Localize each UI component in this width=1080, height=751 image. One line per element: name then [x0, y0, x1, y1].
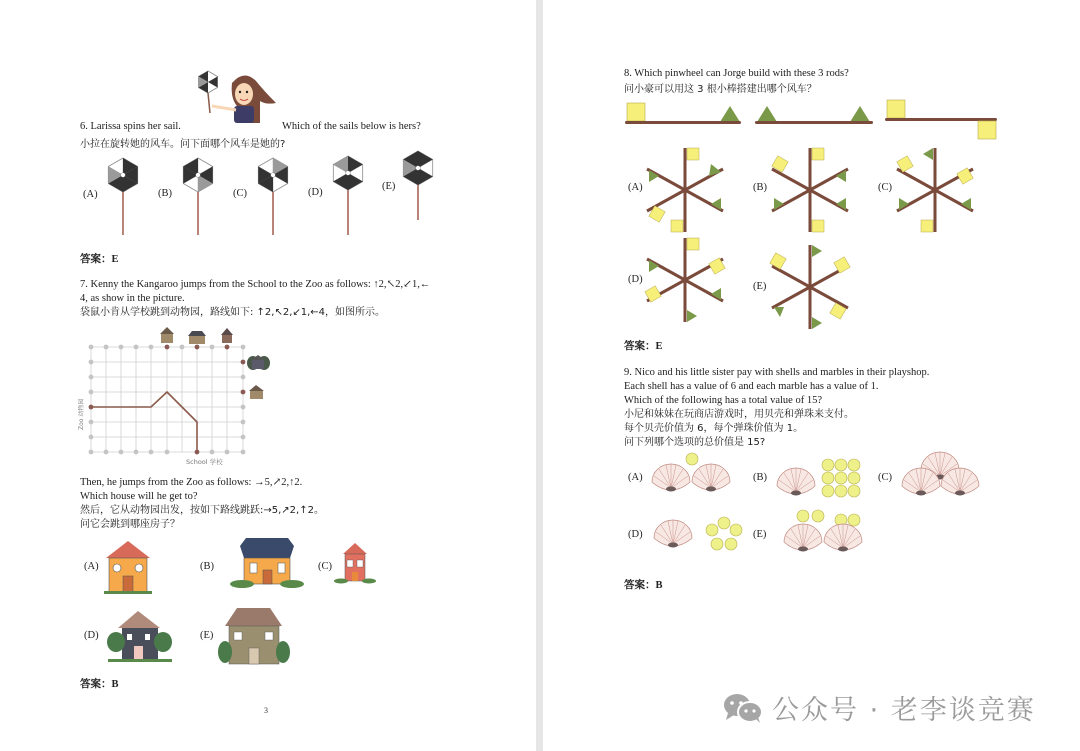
q9-text-cn-line1: 小尼和妹妹在玩商店游戏时，用贝壳和弹珠来支付。: [624, 409, 854, 420]
q8-option-b-label: (B): [753, 182, 767, 193]
rod-3: [885, 100, 997, 139]
q7-text-cn-line1: 袋鼠小肯从学校跳到动物园，路线如下: ↑2,↖2,↙1,←4，如图所示。: [80, 307, 386, 318]
pinwheel-d: [645, 238, 725, 322]
rod-2: [755, 106, 873, 124]
grid-house-icons: [160, 327, 270, 399]
q8-rods-figure: [623, 98, 1003, 140]
q8-option-a-label: (A): [628, 182, 643, 193]
pinwheel-b: [772, 148, 848, 232]
q9-text-en-line1: 9. Nico and his little sister pay with shells and marbles in their playshop.: [624, 367, 930, 378]
watermark-text: 公众号 · 老李谈竞赛: [772, 695, 1036, 726]
q7-option-c-label: (C): [318, 561, 332, 572]
q6-answer: 答案：E: [80, 253, 119, 265]
q6-option-e-label: (E): [382, 181, 396, 192]
option-d-items: [654, 517, 742, 550]
q7-option-a-label: (A): [84, 561, 99, 572]
q8-option-c-label: (C): [878, 182, 892, 193]
q7-text-en-line3: Then, he jumps from the Zoo as follows: →5,↗2,↑2.: [80, 477, 303, 488]
q8-text-cn: 问小豪可以用这 3 根小棒搭建出哪个风车？: [624, 84, 817, 95]
house-a: [104, 541, 152, 594]
q8-text-en: 8. Which pinwheel can Jorge build with these 3 rods?: [624, 68, 849, 79]
q6-text-cn: 小拉在旋转她的风车。问下面哪个风车是她的?: [80, 139, 286, 150]
q7-option-b-label: (B): [200, 561, 214, 572]
q7-text-en-line4: Which house will he get to?: [80, 491, 198, 502]
option-c-items: [902, 452, 979, 496]
document-page-right: [543, 0, 1080, 751]
wechat-icon: [722, 692, 764, 724]
q7-text-en-line2: 4, as show in the picture.: [80, 293, 185, 304]
q7-text-cn-line2: 然后，它从动物园出发，按如下路线跳跃:→5,↗2,↑2。: [80, 505, 324, 516]
q6-text-en-part1: 6. Larissa spins her sail.: [80, 121, 181, 132]
pinwheel-e: [770, 245, 850, 329]
q6-option-a-label: (A): [83, 189, 98, 200]
house-d: [107, 611, 172, 662]
house-e: [218, 608, 290, 664]
q8-option-e-label: (E): [753, 281, 767, 292]
pinwheel-c: [897, 148, 973, 232]
pinwheel-a: [647, 148, 723, 232]
page-number-left: 3: [264, 706, 268, 715]
q6-option-d-label: (D): [308, 187, 323, 198]
zoo-label: Zoo 动物园: [78, 398, 85, 430]
q9-option-b-label: (B): [753, 472, 767, 483]
q7-answer: 答案：B: [80, 678, 119, 690]
girl-with-pinwheel-illustration: [192, 68, 282, 123]
q9-answer: 答案：B: [624, 579, 663, 591]
option-a-items: [652, 453, 730, 492]
q9-option-a-label: (A): [628, 472, 643, 483]
q9-shells-marbles-figure: [643, 450, 983, 560]
q9-option-d-label: (D): [628, 529, 643, 540]
q9-option-e-label: (E): [753, 529, 767, 540]
q7-text-cn-line3: 问它会跳到哪座房子？: [80, 519, 180, 530]
q6-pinwheel-options-figure: [100, 150, 440, 235]
q8-option-d-label: (D): [628, 274, 643, 285]
house-b: [230, 538, 304, 588]
q9-text-cn-line2: 每个贝壳价值为 6，每个弹珠价值为 1。: [624, 423, 804, 434]
q7-option-e-label: (E): [200, 630, 214, 641]
q9-text-en-line3: Which of the following has a total value of 15?: [624, 395, 822, 406]
option-b-items: [777, 459, 860, 497]
school-label: School 学校: [186, 458, 223, 466]
q7-option-d-label: (D): [84, 630, 99, 641]
document-page-left: [0, 0, 536, 751]
kangaroo-grid-map: [78, 325, 278, 470]
watermark: [722, 688, 1036, 727]
q6-option-c-label: (C): [233, 188, 247, 199]
q7-text-en-line1: 7. Kenny the Kangaroo jumps from the School to the Zoo as follows: ↑2,↖2,↙1,←: [80, 279, 431, 290]
q9-option-c-label: (C): [878, 472, 892, 483]
q8-pinwheel-options-figure: [638, 140, 978, 340]
q7-house-options-figure: [100, 538, 400, 668]
q9-text-en-line2: Each shell has a value of 6 and each marble has a value of 1.: [624, 381, 879, 392]
q9-text-cn-line3: 问下列哪个选项的总价值是 15?: [624, 437, 766, 448]
rod-1: [625, 103, 741, 124]
q6-text-en-part2: Which of the sails below is hers?: [282, 121, 421, 132]
house-c: [334, 543, 376, 584]
q8-answer: 答案：E: [624, 340, 663, 352]
q6-option-b-label: (B): [158, 188, 172, 199]
option-e-items: [784, 510, 862, 552]
